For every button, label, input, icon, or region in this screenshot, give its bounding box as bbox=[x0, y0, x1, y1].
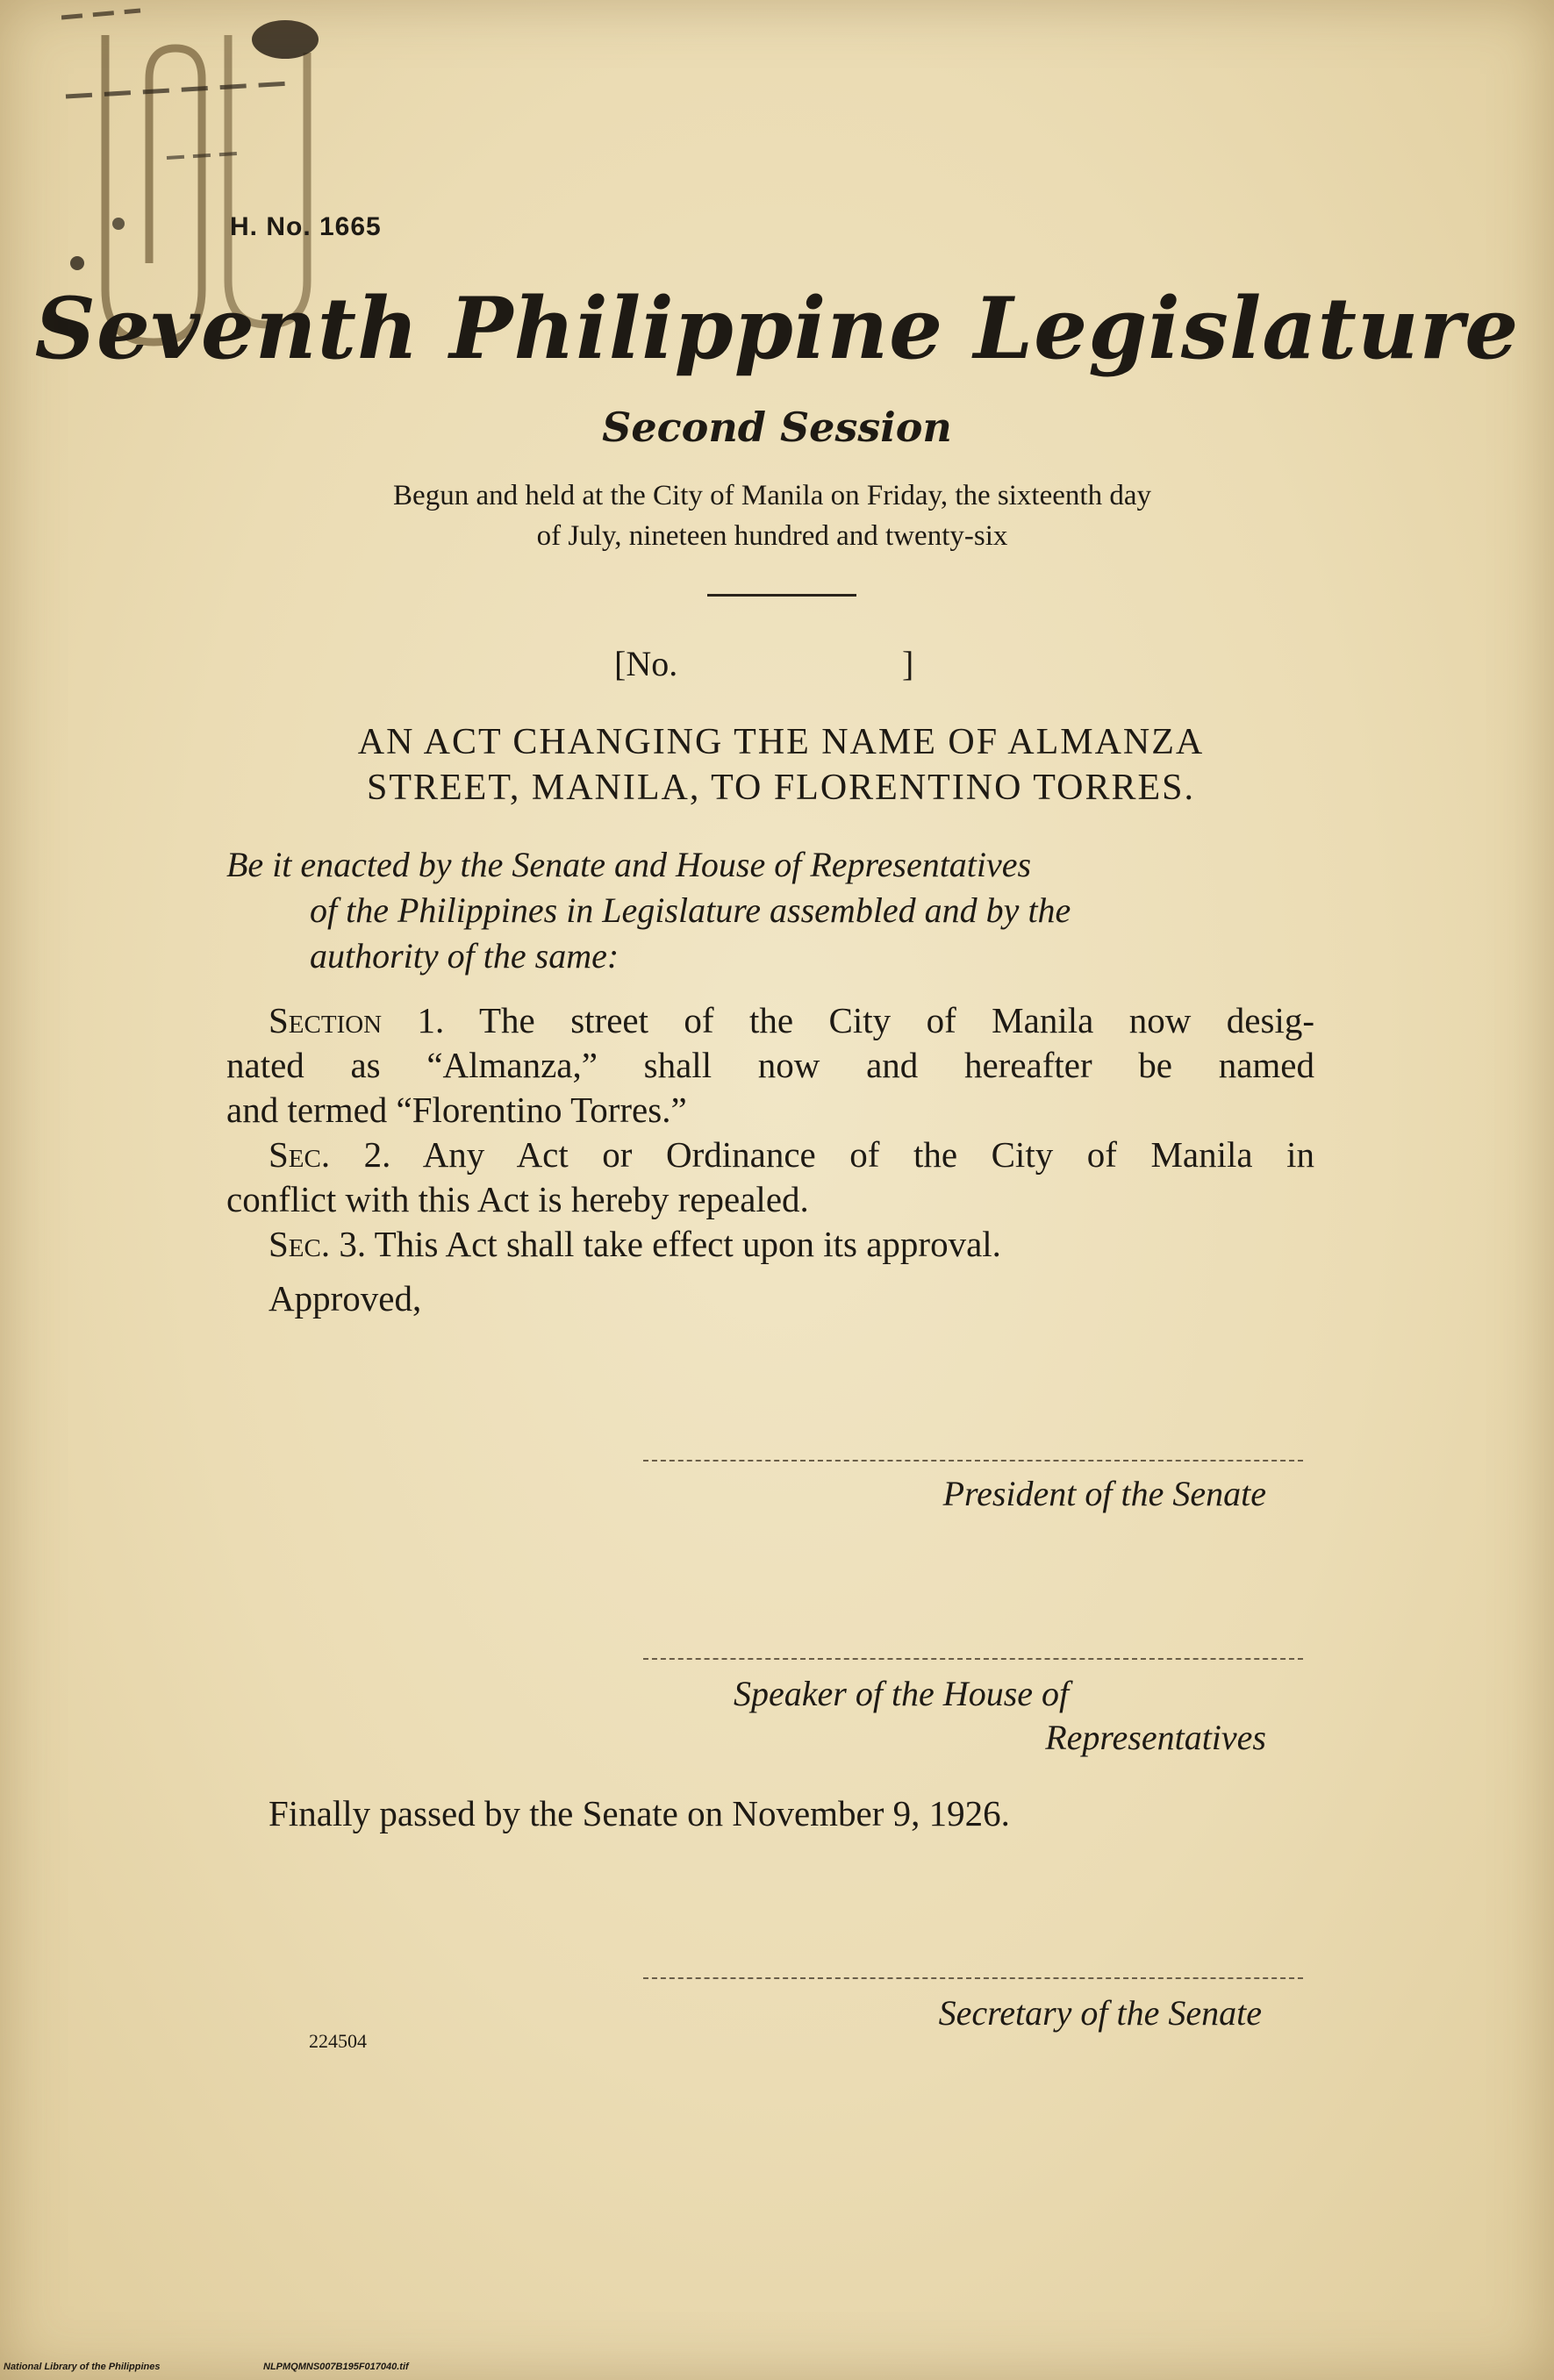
section-text: conflict with this Act is hereby repealed. bbox=[226, 1179, 809, 1219]
section-text: Any Act or Ordinance of the City of Manila in bbox=[422, 1134, 1315, 1175]
session-statement-line: Begun and held at the City of Manila on Friday, the sixteenth day bbox=[393, 480, 1151, 511]
archive-file-id: NLPMQMNS007B195F017040.tif bbox=[263, 2362, 409, 2372]
president-of-senate-label: President of the Senate bbox=[942, 1474, 1266, 1513]
divider bbox=[707, 594, 856, 597]
act-number-open: [No. bbox=[614, 644, 678, 683]
act-title-line: AN ACT CHANGING THE NAME OF ALMANZA bbox=[357, 722, 1205, 762]
section-text: and termed “Florentino Torres.” bbox=[226, 1090, 687, 1130]
act-title bbox=[211, 719, 1351, 811]
print-code: 224504 bbox=[309, 2030, 367, 2052]
enacting-clause bbox=[226, 842, 1314, 979]
section-1 bbox=[226, 998, 1314, 1133]
act-number-close: ] bbox=[902, 644, 914, 683]
section-text: This Act shall take effect upon its approval. bbox=[374, 1224, 1001, 1264]
archive-institution: National Library of the Philippines bbox=[4, 2362, 161, 2372]
enacting-clause-line: of the Philippines in Legislature assembled and by the bbox=[310, 890, 1071, 930]
enacting-clause-line: Be it enacted by the Senate and House of Representatives bbox=[226, 845, 1032, 884]
section-3 bbox=[226, 1222, 1314, 1267]
section-label: Sec. 3. bbox=[269, 1224, 367, 1264]
section-2 bbox=[226, 1133, 1314, 1222]
session-statement-line: of July, nineteen hundred and twenty-six bbox=[536, 520, 1008, 552]
bill-number: H. No. 1665 bbox=[230, 212, 382, 241]
speaker-of-house-label bbox=[643, 1672, 1266, 1760]
section-label: Section 1. bbox=[269, 1000, 445, 1040]
section-text: nated as “Almanza,” shall now and hereafter be named bbox=[226, 1045, 1314, 1085]
signature-line bbox=[643, 1658, 1303, 1660]
signature-line bbox=[643, 1460, 1303, 1462]
approved-label: Approved, bbox=[269, 1278, 422, 1319]
speaker-label-line: Speaker of the House of bbox=[734, 1674, 1070, 1713]
speaker-label-line: Representatives bbox=[1045, 1718, 1266, 1757]
section-text: The street of the City of Manila now desig- bbox=[479, 1000, 1314, 1040]
secretary-of-senate-label: Secretary of the Senate bbox=[938, 1993, 1262, 2033]
enacting-clause-line: authority of the same: bbox=[310, 936, 619, 976]
legislature-title: Seventh Philippine Legislature bbox=[34, 279, 1520, 378]
final-passage: Finally passed by the Senate on November 9, 1926. bbox=[269, 1793, 1010, 1833]
section-label: Sec. 2. bbox=[269, 1134, 391, 1175]
session-title: Second Session bbox=[602, 404, 952, 451]
session-statement bbox=[228, 475, 1316, 556]
signature-line bbox=[643, 1977, 1303, 1979]
act-title-line: STREET, MANILA, TO FLORENTINO TORRES. bbox=[367, 768, 1195, 808]
